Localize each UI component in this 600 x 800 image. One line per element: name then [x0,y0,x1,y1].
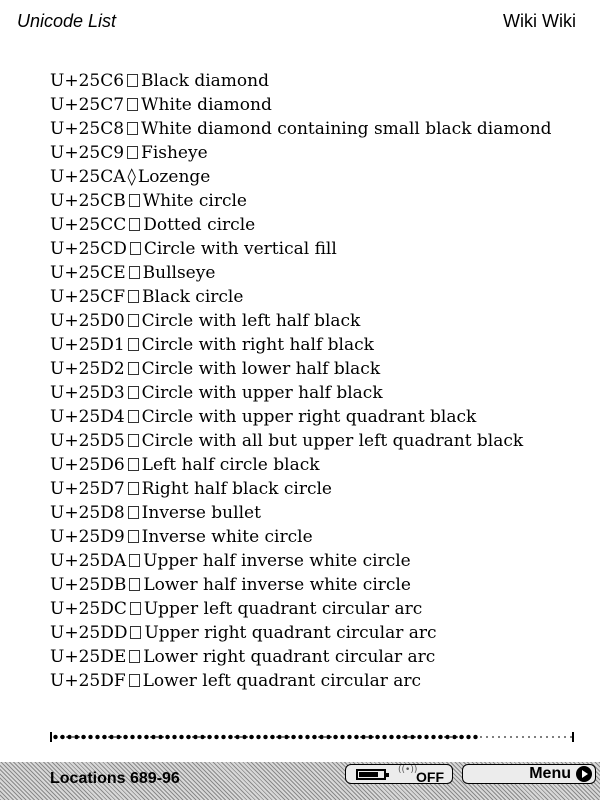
missing-glyph-icon [128,482,139,495]
missing-glyph-icon [129,578,140,591]
list-item [50,669,590,693]
unicode-name: Left half circle black [141,455,320,475]
unicode-code: U+25C8 [50,119,125,139]
unicode-code: U+25D3 [50,383,125,403]
unicode-name: Black diamond [141,71,269,91]
unicode-code: U+25DC [50,599,127,619]
unicode-name: Circle with right half black [141,335,374,355]
missing-glyph-icon [128,338,139,351]
progress-fill [52,734,478,740]
menu-label: Menu [529,765,571,782]
unicode-name: Inverse white circle [141,527,313,547]
unicode-name: Bullseye [142,263,216,283]
unicode-code: U+25CF [50,287,126,307]
missing-glyph-icon [127,98,138,111]
missing-glyph-icon [130,626,141,639]
battery-icon [356,769,386,780]
missing-glyph-icon [129,674,140,687]
unicode-code: U+25CB [50,191,126,211]
unicode-code: U+25CA [50,167,126,187]
unicode-name: Circle with left half black [141,311,361,331]
unicode-name: Inverse bullet [141,503,261,523]
unicode-code: U+25CD [50,239,127,259]
list-item [50,573,590,597]
unicode-name: Right half black circle [141,479,332,499]
unicode-code: U+25D4 [50,407,125,427]
battery-level [359,772,378,777]
missing-glyph-icon [128,386,139,399]
missing-glyph-icon [128,434,139,447]
list-item [50,189,590,213]
wireless-status: OFF [416,769,444,785]
device-status [345,764,453,784]
unicode-name: Lozenge [137,167,211,187]
list-item [50,165,590,189]
unicode-code: U+25DD [50,623,128,643]
missing-glyph-icon [128,314,139,327]
unicode-code: U+25D8 [50,503,125,523]
list-item [50,429,590,453]
unicode-name: White diamond [141,95,272,115]
missing-glyph-icon [128,362,139,375]
list-item [50,261,590,285]
list-item [50,645,590,669]
unicode-code: U+25D7 [50,479,125,499]
list-item [50,69,590,93]
list-item [50,477,590,501]
location-indicator: Locations 689-96 [50,770,180,787]
missing-glyph-icon [128,458,139,471]
arrow-right-icon [576,766,592,782]
list-item [50,549,590,573]
missing-glyph-icon [127,122,138,135]
missing-glyph-icon [129,218,140,231]
missing-glyph-icon [129,650,140,663]
list-item [50,237,590,261]
unicode-code: U+25DE [50,647,127,667]
list-item [50,141,590,165]
unicode-code: U+25C7 [50,95,125,115]
missing-glyph-icon [130,242,141,255]
unicode-name: Dotted circle [143,215,256,235]
header-bar [0,0,600,40]
missing-glyph-icon [130,602,141,615]
list-item [50,213,590,237]
list-item [50,333,590,357]
unicode-name: Upper right quadrant circular arc [144,623,437,643]
missing-glyph-icon [127,74,138,87]
unicode-code: U+25C6 [50,71,125,91]
missing-glyph-icon [129,194,140,207]
unicode-code: U+25D9 [50,527,125,547]
list-item [50,117,590,141]
unicode-name: Circle with vertical fill [143,239,337,259]
unicode-name: Fisheye [141,143,208,163]
status-bar [0,762,600,800]
list-item [50,405,590,429]
unicode-name: White diamond containing small black diamond [141,119,552,139]
list-item [50,501,590,525]
missing-glyph-icon [127,146,138,159]
list-item [50,597,590,621]
list-item [50,453,590,477]
missing-glyph-icon [128,290,139,303]
unicode-code: U+25D2 [50,359,125,379]
unicode-code: U+25DF [50,671,126,691]
list-item [50,381,590,405]
list-item [50,285,590,309]
unicode-name: Lower left quadrant circular arc [142,671,422,691]
unicode-glyph: ◊ [127,167,136,187]
unicode-name: Lower right quadrant circular arc [143,647,436,667]
missing-glyph-icon [128,530,139,543]
missing-glyph-icon [128,410,139,423]
unicode-code: U+25DA [50,551,127,571]
wireless-icon: ((•)) [398,765,418,775]
unicode-code: U+25D0 [50,311,125,331]
missing-glyph-icon [128,506,139,519]
unicode-code: U+25D6 [50,455,125,475]
unicode-code: U+25C9 [50,143,125,163]
list-item [50,525,590,549]
book-title: Wiki Wiki [503,11,576,31]
unicode-name: Black circle [142,287,244,307]
list-item [50,357,590,381]
unicode-name: Upper left quadrant circular arc [143,599,423,619]
list-item [50,309,590,333]
unicode-name: Circle with upper half black [141,383,383,403]
unicode-name: White circle [142,191,247,211]
unicode-code: U+25CE [50,263,126,283]
list-item [50,93,590,117]
menu-button[interactable] [462,764,596,784]
document-title: Unicode List [17,11,117,31]
unicode-name: Circle with upper right quadrant black [141,407,477,427]
reading-progress-bar [50,732,574,744]
missing-glyph-icon [129,266,140,279]
unicode-code: U+25CC [50,215,127,235]
progress-end-cap [572,732,574,742]
unicode-code: U+25DB [50,575,127,595]
unicode-code: U+25D1 [50,335,125,355]
unicode-name: Upper half inverse white circle [143,551,411,571]
unicode-code: U+25D5 [50,431,125,451]
unicode-list [50,69,590,693]
unicode-name: Lower half inverse white circle [143,575,411,595]
list-item [50,621,590,645]
missing-glyph-icon [129,554,140,567]
unicode-name: Circle with lower half black [141,359,381,379]
unicode-name: Circle with all but upper left quadrant black [141,431,524,451]
